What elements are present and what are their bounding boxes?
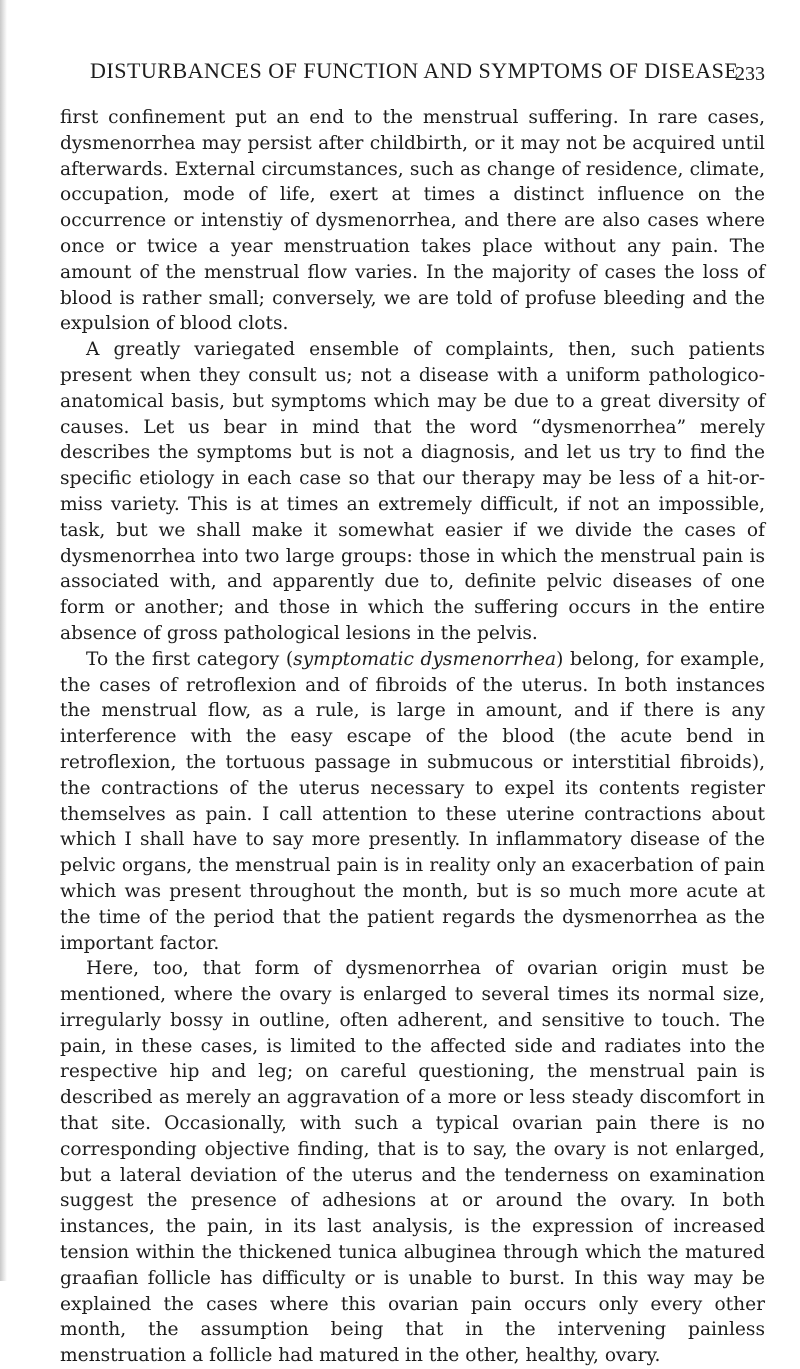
paragraph-3 bbox=[60, 647, 765, 957]
paragraph-3-lead: To the first category ( bbox=[86, 648, 294, 670]
paragraph-3-italic-term: symptomatic dysmenorrhea bbox=[293, 648, 557, 670]
paragraph-2: A greatly variegated ensemble of complaints, then, such patients present when they consult us; not a disease with a uniform pathologico-anatomical basis, but symptoms which may be due to a great diversity of causes. Let us bear in mind that the word “dysmenorrhea” merely describes the symptoms but is not a diagnosis, and let us try to find the specific etiology in each case so that our therapy may be less of a hit-or-miss variety. This is at times an extremely difficult, if not an impossible, task, but we shall make it somewhat easier if we divide the cases of dysmenorrhea into two large groups: those in which the menstrual pain is associated with, and apparently due to, definite pelvic diseases of one form or another; and those in which the suffering occurs in the entire absence of gross pathological lesions in the pelvis. bbox=[60, 339, 765, 644]
running-head bbox=[60, 58, 765, 90]
book-page bbox=[60, 58, 765, 1369]
paragraph-3-rest: ) belong, for example, the cases of retroflexion and of fibroids of the uterus. In both instances the menstrual flow, as a rule, is large in amount, and if there is any interference with the easy escape of the blood (the acute bend in retroflexion, the tortuous passage in submucous or interstitial fibroids), the contractions of the uterus necessary to expel its contents register themselves as pain. I call attention to these uterine contractions about which I shall have to say more presently. In inflammatory disease of the pelvic organs, the menstrual pain is in reality only an exacerbation of pain which was present throughout the month, but is so much more acute at the time of the period that the patient regards the dysmenorrhea as the important factor. bbox=[60, 648, 765, 954]
page-edge-shadow bbox=[0, 0, 7, 1281]
paragraph-1: first confinement put an end to the menstrual suffering. In rare cases, dysmenorrhea may persist after childbirth, or it may not be acquired until afterwards. External circumstances, such as change of residence, climate, occupation, mode of life, exert at times a distinct influence on the occurrence or intenstiy of dysmenorrhea, and there are also cases where once or twice a year menstruation takes place without any pain. The amount of the menstrual flow varies. In the majority of cases the loss of blood is rather small; conversely, we are told of profuse bleeding and the expulsion of blood clots. bbox=[60, 107, 765, 335]
body-text bbox=[60, 105, 765, 1369]
page-number: 233 bbox=[735, 63, 765, 85]
paragraph-4: Here, too, that form of dysmenorrhea of ovarian origin must be mentioned, where the ovary is enlarged to several times its normal size, irregularly bossy in outline, often adherent, and sensitive to touch. The pain, in these cases, is limited to the affected side and radiates into the respective hip and leg; on careful questioning, the menstrual pain is described as merely an aggravation of a more or less steady discomfort in that site. Occasionally, with such a typical ovarian pain there is no corresponding objective finding, that is to say, the ovary is not enlarged, but a lateral deviation of the uterus and the tenderness on examination suggest the presence of adhesions at or around the ovary. In both instances, the pain, in its last analysis, is the expression of increased tension within the thickened tunica albuginea through which the matured graafian follicle has difficulty or is unable to burst. In this way may be explained the cases where this ovarian pain occurs only every other month, the assumption being that in the intervening painless menstruation a follicle had matured in the other, healthy, ovary. bbox=[60, 958, 765, 1367]
running-title: DISTURBANCES OF FUNCTION AND SYMPTOMS OF DISEASE bbox=[90, 58, 739, 83]
